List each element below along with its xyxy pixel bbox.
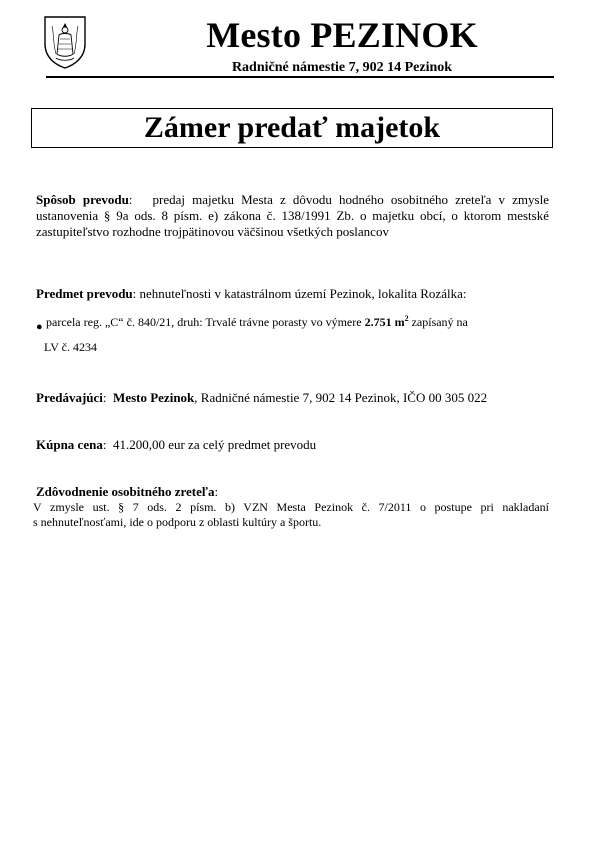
zdovodnenie-heading	[36, 484, 549, 500]
parcel-area: 2.751 $m^2$	[364, 314, 409, 329]
city-address: Radničné námestie 7, 902 14 Pezinok	[231, 60, 453, 75]
header-divider	[46, 76, 554, 78]
kupna-cena-label: Kúpna cena	[36, 437, 103, 452]
predavajuci-line	[36, 390, 549, 406]
document-title: Zámer predať majetok	[143, 111, 441, 144]
predmet-prevodu-line	[36, 286, 549, 302]
kupna-cena-line	[36, 437, 549, 453]
zdovodnenie-line-1: V zmysle ust. § 7 ods. 2 písm. b) VZN Mesta Pezinok č. 7/2011 o postupe pri nakladaní	[33, 500, 549, 514]
zdovodnenie-line-2: s nehnuteľnosťami, ide o podporu z oblasti kultúry a športu.	[33, 515, 322, 529]
zdovodnenie-colon: :	[214, 484, 219, 499]
city-title: Mesto PEZINOK	[206, 15, 478, 55]
document-title-box	[31, 108, 553, 148]
parcel-text: parcela reg. „C“ č. 840/21, druh: Trvalé trávne porasty vo výmere	[46, 315, 365, 329]
sposob-colon: :	[128, 192, 133, 207]
predmet-text: : nehnuteľnosti v katastrálnom území Pezinok, lokalita Rozálka:	[132, 286, 467, 301]
predavajuci-colon: :	[102, 390, 107, 405]
predmet-label: Predmet prevodu	[36, 286, 133, 301]
kupna-cena-value: 41.200,00 eur za celý predmet prevodu	[112, 437, 317, 452]
sposob-label: Spôsob prevodu	[36, 192, 129, 207]
sposob-text: predaj majetku Mesta z dôvodu hodného osobitného zreteľa v zmysle ustanovenia § 9a ods. 8 písm. e) zákona č. 138/1991 Zb. o majetku obcí, o ktorom mestské zastupiteľstvo rozhodne trojpätinovou väčšinou všetkých poslancov	[36, 192, 549, 239]
bullet-icon: ●	[36, 321, 43, 333]
kupna-cena-colon: :	[102, 437, 107, 452]
zdovodnenie-label: Zdôvodnenie osobitného zreteľa	[36, 484, 215, 499]
predavajuci-name: Mesto Pezinok	[113, 390, 195, 405]
sposob-prevodu-section	[36, 192, 549, 240]
coat-of-arms-icon	[42, 14, 88, 70]
parcel-area-unit-exponent: 2	[404, 314, 409, 323]
parcel-lv: LV č. 4234	[44, 340, 98, 354]
parcel-item	[46, 314, 546, 330]
predavajuci-label: Predávajúci	[36, 390, 103, 405]
parcel-text-end: zapísaný na	[408, 315, 468, 329]
predavajuci-details: , Radničné námestie 7, 902 14 Pezinok, IČO 00 305 022	[194, 390, 488, 405]
